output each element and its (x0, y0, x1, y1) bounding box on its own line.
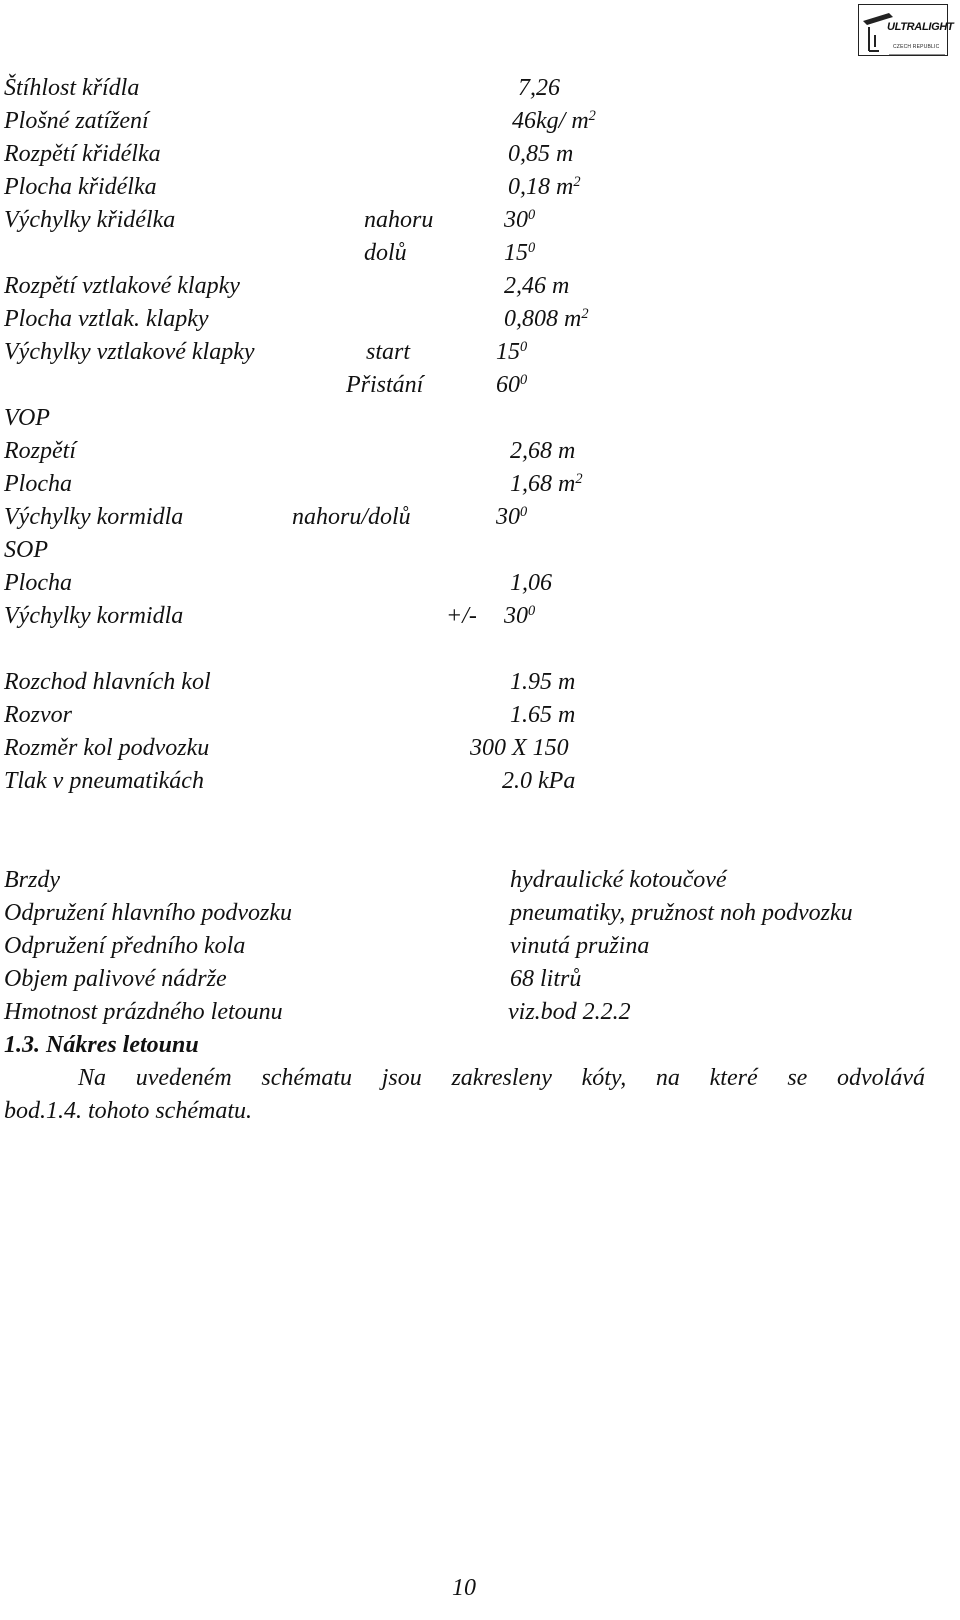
sop-deflection-value: $30^0$ (504, 603, 536, 629)
wing-loading-label: Plošné zatížení (4, 108, 149, 134)
flap-area-value: 0,808 $m^2$ (504, 306, 589, 332)
gear-track-value: 1.95 m (510, 669, 576, 695)
logo-subtext: CZECH REPUBLIC (893, 44, 940, 50)
vop-deflection-direction: nahoru/dolů (292, 504, 411, 530)
flap-landing-value: $60^0$ (496, 372, 528, 398)
section-heading: 1.3. Nákres letounu (4, 1032, 199, 1058)
nose-suspension-label: Odpružení předního kola (4, 933, 246, 959)
vop-area-label: Plocha (4, 471, 72, 497)
sop-area-value: 1,06 (510, 570, 552, 596)
main-suspension-label: Odpružení hlavního podvozku (4, 900, 292, 926)
wheel-size-label: Rozměr kol podvozku (4, 735, 210, 761)
wheelbase-label: Rozvor (4, 702, 72, 728)
tire-pressure-value: 2.0 kPa (502, 768, 576, 794)
aileron-area-value: 0,18 $m^2$ (508, 174, 581, 200)
section-paragraph-line-2: bod.1.4. tohoto schématu. (4, 1098, 252, 1124)
aileron-area-label: Plocha křidélka (4, 174, 157, 200)
wheel-size-value: 300 X 150 (470, 735, 569, 761)
aspect-ratio-label: Štíhlost křídla (4, 75, 140, 101)
flap-start-value: $15^0$ (496, 339, 528, 365)
gear-track-label: Rozchod hlavních kol (4, 669, 211, 695)
sop-area-label: Plocha (4, 570, 72, 596)
aileron-down-value: $15^0$ (504, 240, 536, 266)
wheelbase-value: 1.65 m (510, 702, 576, 728)
vop-area-value: 1,68 $m^2$ (510, 471, 583, 497)
aileron-span-value: 0,85 m (508, 141, 574, 167)
aileron-down-label: dolů (364, 240, 407, 266)
tire-pressure-label: Tlak v pneumatikách (4, 768, 204, 794)
flap-start-label: start (366, 339, 411, 365)
empty-weight-label: Hmotnost prázdného letounu (4, 999, 283, 1025)
company-logo (858, 4, 954, 56)
brakes-label: Brzdy (4, 867, 60, 893)
nose-suspension-value: vinutá pružina (510, 933, 650, 959)
brakes-value: hydraulické kotoučové (510, 867, 727, 893)
flap-span-label: Rozpětí vztlakové klapky (4, 273, 240, 299)
vop-span-value: 2,68 m (510, 438, 576, 464)
empty-weight-value: viz.bod 2.2.2 (508, 999, 631, 1025)
vop-heading: VOP (4, 405, 50, 431)
logo-text: ULTRALIGHT (887, 21, 954, 33)
sop-deflection-label: Výchylky kormidla (4, 603, 184, 629)
aileron-deflection-label: Výchylky křidélka (4, 207, 176, 233)
aileron-span-label: Rozpětí křidélka (4, 141, 161, 167)
vop-deflection-label: Výchylky kormidla (4, 504, 184, 530)
flap-landing-label: Přistání (346, 372, 424, 398)
vop-deflection-value: $30^0$ (496, 504, 528, 530)
sop-deflection-direction: +/- (446, 603, 477, 629)
vop-span-label: Rozpětí (4, 438, 76, 464)
flap-area-label: Plocha vztlak. klapky (4, 306, 209, 332)
aileron-up-label: nahoru (364, 207, 434, 233)
flap-deflection-label: Výchylky vztlakové klapky (4, 339, 255, 365)
aileron-up-value: $30^0$ (504, 207, 536, 233)
fuel-tank-label: Objem palivové nádrže (4, 966, 227, 992)
page-number: 10 (452, 1575, 476, 1601)
sop-heading: SOP (4, 537, 48, 563)
wing-loading-value: 46kg/ $m^2$ (512, 108, 596, 134)
section-paragraph-line-1: Na uvedeném schématu jsou zakresleny kóty, na které se odvolává (78, 1065, 925, 1091)
aspect-ratio-value: 7,26 (518, 75, 560, 101)
fuel-tank-value: 68 litrů (510, 966, 582, 992)
main-suspension-value: pneumatiky, pružnost noh podvozku (510, 900, 853, 926)
flap-span-value: 2,46 m (504, 273, 570, 299)
